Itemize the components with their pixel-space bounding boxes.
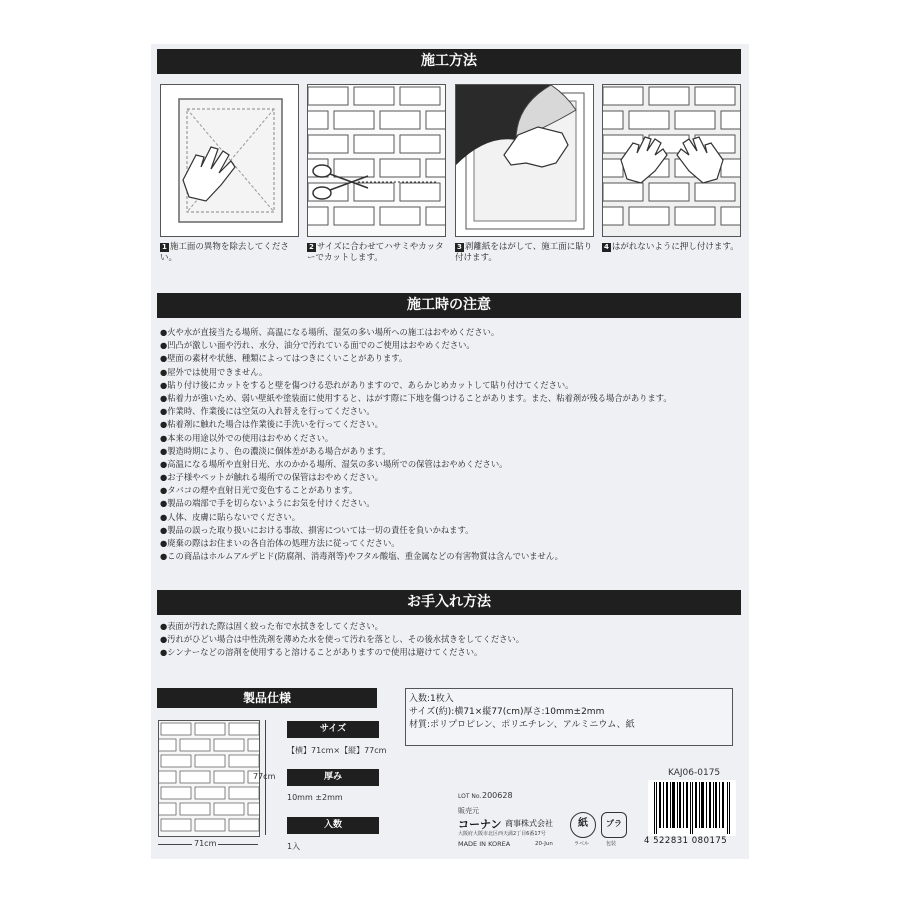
caution-item: ●高温になる場所や直射日光、水のかかる場所、湿気の多い場所での保管はおやめください。 [160,458,508,469]
step2-caption [307,242,449,264]
step3-number: 3 [457,243,462,251]
step4-caption [602,242,744,253]
surface-frame-illustration [161,85,299,237]
thickness-value: 10mm ±2mm [287,793,343,802]
step4-illustration [602,84,741,237]
thickness-tag: 厚み [287,769,379,786]
caution-item: ●粘着力が強いため、弱い壁紙や塗装面に使用すると、はがす際に下地を傷つけることがあります。また、粘着剤が残る場合があります。 [160,392,672,403]
step2-number: 2 [309,243,314,251]
step3-illustration [455,84,594,237]
barcode [648,780,736,836]
peel-backing-illustration [456,85,594,237]
step4-text: はがれないように押し付けます。 [611,242,739,252]
brick-cut-illustration [308,85,446,237]
care-title: お手入れ方法 [407,594,491,610]
lot-number: 200628 [482,791,513,800]
step1-caption [160,242,302,264]
caution-item: ●作業時、作業後には空気の入れ替えを行ってください。 [160,406,375,417]
seller-brand: コーナン [458,818,502,831]
spec-size: サイズ(約):横71×縦77(cm)厚さ:10mm±2mm [409,707,605,717]
caution-item: ●お子様やペットが触れる場所での保管はおやめください。 [160,472,383,483]
press-wall-illustration [603,85,741,237]
origin-label: MADE IN KOREA [458,840,511,848]
print-date: 20-Jun [535,841,553,847]
step1-text: 施工面の異物を除去してください。 [160,242,289,263]
caution-list [160,326,672,563]
step4-number: 4 [604,243,609,251]
qty-value: 1入 [287,842,301,851]
qty-tag: 入数 [287,817,379,834]
height-dim-label: 77cm [253,772,276,781]
size-value: 【横】71cm×【縦】77cm [287,746,387,755]
step1-number: 1 [162,243,167,251]
step3-caption [455,242,597,264]
care-item: ●汚れがひどい場合は中性洗剤を薄めた水を使って汚れを落とし、その後水拭きをしてください。 [160,634,525,645]
caution-item: ●人体、皮膚に貼らないでください。 [160,511,300,522]
lot-label: LOT No. [458,793,482,800]
care-item: ●表面が汚れた際は固く絞った布で水拭きをしてください。 [160,621,383,631]
care-list [160,620,524,660]
plastic-recycle-mark: プラ [606,819,622,828]
spec-material: 材質:ポリプロピレン、ポリエチレン、アルミニウム、紙 [409,720,635,730]
spec-title-bar [157,688,377,708]
paper-recycle-icon [570,812,596,838]
plastic-recycle-icon [601,812,627,838]
plastic-recycle-sub: 包装 [606,841,617,847]
caution-title: 施工時の注意 [407,297,491,313]
caution-item: ●凹凸が激しい面や汚れ、水分、油分で汚れている面でのご使用はおやめください。 [160,340,475,351]
size-tag: サイズ [287,721,379,738]
step3-text: 剥離紙をはがして、施工面に貼り付けます。 [455,242,593,263]
paper-recycle-mark: 紙 [578,818,588,829]
caution-title-bar [157,293,741,318]
width-dim-label: 71cm [194,839,217,848]
product-code: KAJ06-0175 [668,768,721,778]
seller-label: 販売元 [458,807,479,815]
caution-item: ●廃棄の際はお住まいの各自治体の処理方法に従ってください。 [160,538,400,548]
step2-illustration [307,84,446,237]
method-title: 施工方法 [421,53,477,69]
barcode-number: 4 522831 080175 [644,836,728,846]
step1-illustration [160,84,299,237]
caution-item: ●この商品はホルムアルデヒド(防腐剤、消毒剤等)やフタル酸塩、重金属などの有害物質は含んでいません。 [160,551,563,562]
spec-info-box [405,688,733,746]
spec-quantity: 入数:1枚入 [409,694,454,704]
caution-item: ●屋外では使用できません。 [160,366,268,377]
caution-item: ●本来の用途以外での使用はおやめください。 [160,432,334,443]
barcode-bars [648,780,736,836]
method-title-bar [157,49,741,74]
caution-item: ●製品の端部で手を切らないようにお気を付けください。 [160,498,375,509]
caution-item: ●製造時期により、色の濃淡に個体差がある場合があります。 [160,445,391,456]
care-title-bar [157,590,741,615]
caution-item: ●粘着剤に触れた場合は作業後に手洗いを行ってください。 [160,419,383,430]
step2-text: サイズに合わせてハサミやカッターでカットします。 [307,242,444,263]
caution-item: ●製品の誤った取り扱いにおける事故、損害については一切の責任を負いかねます。 [160,524,474,535]
caution-item: ●タバコの煙や直射日光で変色することがあります。 [160,485,358,496]
paper-recycle-sub: ラベル [574,841,590,847]
caution-item: ●貼り付け後にカットをすると壁を傷つける恐れがありますので、あらかじめカットして貼り付けてください。 [160,379,574,390]
caution-item: ●壁面の素材や状態、種類によってはつきにくいことがあります。 [160,353,408,364]
spec-title: 製品仕様 [242,691,291,705]
caution-item: ●火や水が直接当たる場所、高温になる場所、湿気の多い場所への施工はおやめください。 [160,327,500,337]
seller-address: 大阪府大阪市北区西天満2丁目6番17号 [458,831,546,837]
care-item: ●シンナーなどの溶剤を使用すると溶けることがありますので使用は避けてください。 [160,647,483,658]
seller-company: 商事株式会社 [505,819,553,828]
spec-brick-diagram [158,720,260,837]
